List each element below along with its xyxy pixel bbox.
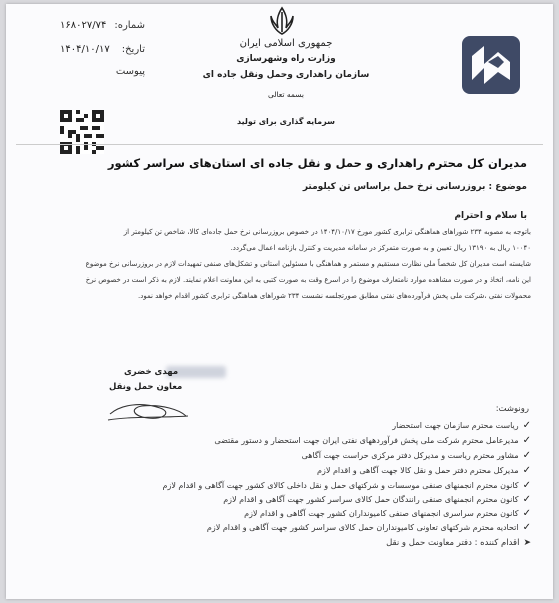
cc-item: ✓مدیرعامل محترم شرکت ملی پخش فرآوردههای نفتی ایران جهت استحضار و دستور مقتضی xyxy=(214,435,531,446)
bismillah: بسمه تعالی xyxy=(267,90,305,99)
body-line: ۱۰۰۴۰ ریال به ۱۳۱۹۰ ریال تعیین و به صورت متمرکز در سامانه مدیریت و کنترل بازنامه اعمال می‌گردد. xyxy=(230,244,531,252)
cc-item: ✓اتحادیه محترم شرکتهای تعاونی کامیونداران حمل کالای سراسر کشور جهت آگاهی و اقدام لازم xyxy=(206,522,531,533)
qr-code-icon xyxy=(60,110,104,154)
slogan: سرمایه گذاری برای تولید xyxy=(237,117,335,126)
cc-item: ✓مدیرکل محترم دفتر حمل و نقل کالا جهت آگاهی و اقدام لازم xyxy=(317,465,531,476)
checkmark-icon: ✓ xyxy=(522,508,531,519)
cc-item: ✓ریاست محترم سازمان جهت استحضار xyxy=(392,420,531,431)
cc-label: رونوشت: xyxy=(495,404,529,414)
checkmark-icon: ✓ xyxy=(522,494,531,505)
checkmark-icon: ✓ xyxy=(522,522,531,533)
letter-title: مدیران کل محترم راهداری و حمل و نقل جاده ای استان‌های سراسر کشور xyxy=(107,156,527,170)
checkmark-icon: ✓ xyxy=(522,420,531,431)
checkmark-icon: ✓ xyxy=(522,450,531,461)
organization-name: سازمان راهداری وحمل ونقل جاده ای xyxy=(202,70,370,80)
cc-item: ✓کانون محترم سراسری انجمنهای صنفی کامیونداران کشور جهت آگاهی و اقدام لازم xyxy=(244,508,531,519)
number-label: شماره: xyxy=(114,20,145,31)
republic-title: جمهوری اسلامی ایران xyxy=(239,38,333,49)
attachment-label: پیوست xyxy=(115,66,145,77)
date-value: ۱۴۰۴/۱۰/۱۷ xyxy=(60,44,110,55)
cc-item: ✓کانون محترم انجمنهای صنفی رانندگان حمل کالای سراسر کشور جهت آگاهی و اقدام لازم xyxy=(223,494,531,505)
body-line: این نامه، اتخاذ و در صورت مشاهده موارد نامتعارف موضوع را در اسرع وقت به صورت کتبی به این معاونت اعلام نمایند. لازم به ذکر است در خصوص نرخ xyxy=(85,276,531,284)
signer-name: مهدی خضری xyxy=(124,367,179,377)
cc-item: ✓کانون محترم انجمنهای صنفی موسسات و شرکتهای حمل و نقل داخلی کالای کشور جهت آگاهی و اقدام لازم xyxy=(162,480,531,491)
checkmark-icon: ✓ xyxy=(522,465,531,476)
date-label: تاریخ: xyxy=(121,44,145,55)
signer-title: معاون حمل ونقل xyxy=(109,382,183,392)
iran-emblem-icon xyxy=(268,6,296,36)
checkmark-icon: ✓ xyxy=(522,435,531,446)
letter-subject: موضوع : بروزرسانی نرخ حمل براساس تن کیلومتر xyxy=(302,182,527,192)
body-line: محمولات نفتی ،شرکت ملی پخش فرآورده‌های نفتی مطابق صورتجلسه نشست ۲۳۴ شوراهای هماهنگی ترابری کشور اقدام خواهد نمود. xyxy=(138,292,531,300)
header-divider xyxy=(16,144,543,145)
body-line: شایسته است مدیران کل شخصاً ملی نظارت مستقیم و مستمر و هماهنگی با مسئولین استانی و تشکل‌های صنفی تمهیدات لازم در بروزرسانی نرخ موضوع xyxy=(85,260,531,268)
action-by: ➤اقدام کننده : دفتر معاونت حمل و نقل xyxy=(386,538,531,548)
handwritten-signature xyxy=(102,386,192,426)
ministry-name: وزارت راه وشهرسازی xyxy=(236,54,336,64)
body-line: باتوجه به مصوبه ۲۳۴ شوراهای هماهنگی ترابری کشور مورخ ۱۴۰۴/۱۰/۱۷ در خصوص بروزرسانی نرخ حمل جاده‌ای کالا، شاخص تن کیلومتر از xyxy=(123,228,531,236)
letter-page xyxy=(6,4,553,599)
rmto-logo-icon xyxy=(458,32,524,98)
cc-item: ✓مشاور محترم ریاست و مدیرکل دفتر مرکزی حراست جهت آگاهی xyxy=(301,450,531,461)
arrow-check-icon: ➤ xyxy=(523,538,531,548)
checkmark-icon: ✓ xyxy=(522,480,531,491)
greeting: با سلام و احترام xyxy=(454,211,527,221)
number-value: ۱۶۸۰۲۷/۷۴ xyxy=(60,20,107,31)
